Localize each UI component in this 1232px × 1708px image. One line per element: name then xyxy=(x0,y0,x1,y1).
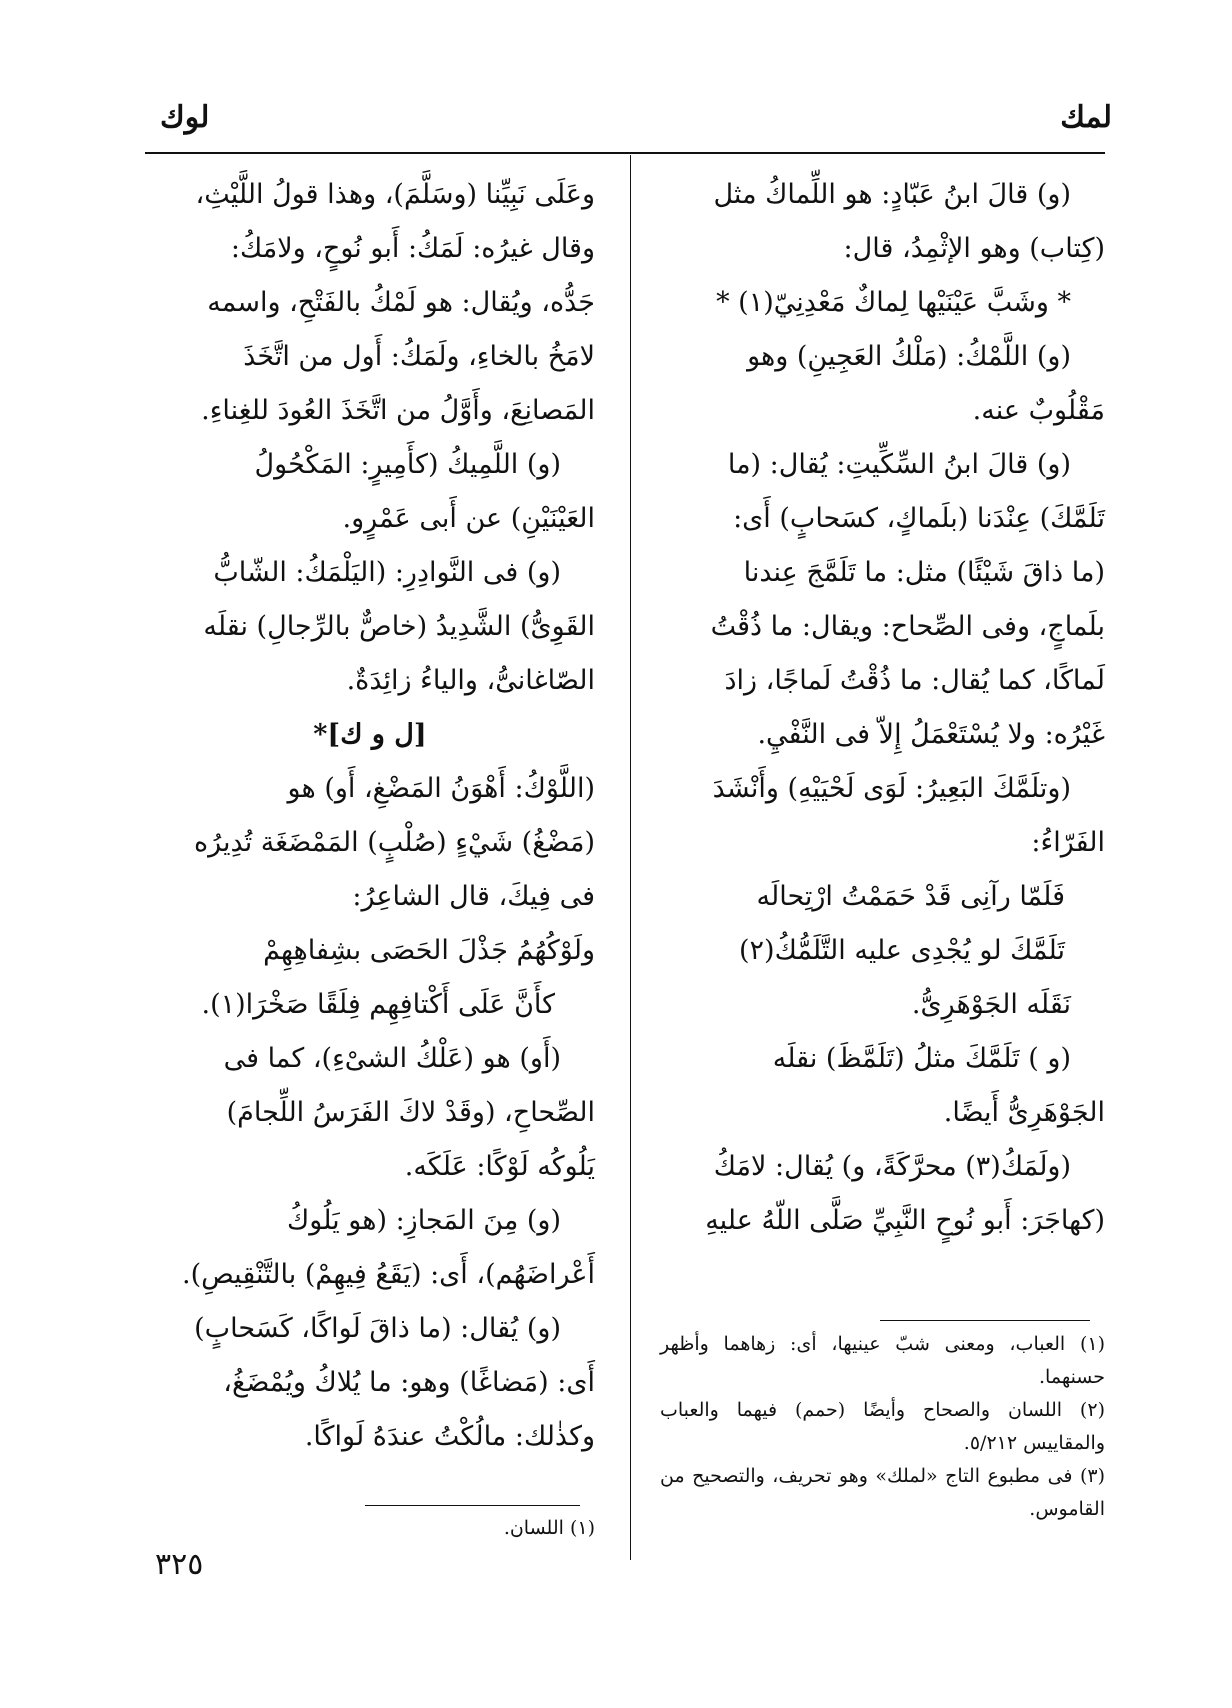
footnotes-left xyxy=(300,1512,595,1545)
text-line: بلَماجٍ، وفى الصِّحاح: ويقال: ما ذُقْتُ xyxy=(710,611,1105,642)
entry-heading: [ل و ك]* xyxy=(313,719,427,750)
text-line: الصّاغانىُّ، والياءُ زائِدَةٌ. xyxy=(346,665,595,696)
text-line: (و) فى النَّوادِرِ: (اليَلْمَكُ: الشّابُّ xyxy=(213,557,561,588)
footnote: (٣) فى مطبوع التاج «لملك» وهو تحريف، والتصحيح من القاموس. xyxy=(660,1465,1105,1520)
text-line: (و) يُقال: (ما ذاقَ لَواكًا، كَسَحابٍ) xyxy=(194,1313,561,1344)
text-line: (أَو) هو (عَلْكُ الشىْءِ)، كما فى xyxy=(223,1043,561,1074)
text-line: (و ) تَلَمَّكَ مثلُ (تَلَمَّظَ) نقلَه xyxy=(772,1043,1071,1074)
footnote-rule-right xyxy=(880,1320,1090,1321)
verse-line: ولَوْكُهُمُ جَذْلَ الحَصَى بشِفاهِهِمْ xyxy=(263,935,595,966)
text-line: القَوِىُّ) الشَّدِيدُ (خاصٌّ بالرِّجالِ) نقلَه xyxy=(203,611,595,642)
text-line: وقال غيرُه: لَمَكُ: أَبو نُوحٍ، ولامَكُ: xyxy=(230,233,595,264)
text-line: (كهاجَرَ: أَبو نُوحٍ النَّبِيِّ صَلَّى اللّهُ عليهِ xyxy=(705,1205,1105,1236)
footnotes-right xyxy=(660,1328,1105,1526)
text-line: لَماكًا، كما يُقال: ما ذُقْتُ لَماجًا، زادَ xyxy=(724,665,1105,696)
verse-line: فَلَمّا رآنِى قَدْ حَمَمْتُ ارْتِحالَه xyxy=(756,881,1065,912)
text-line: (و) مِنَ المَجازِ: (هو يَلُوكُ xyxy=(287,1205,561,1236)
footnote-rule-left xyxy=(365,1505,580,1506)
text-line: (ما ذاقَ شَيْئًا) مثل: ما تَلَمَّجَ عِندنا xyxy=(743,557,1105,588)
text-line: جَدُّه، ويُقال: هو لَمْكُ بالفَتْحِ، واسمه xyxy=(207,287,595,318)
text-line: يَلُوكُه لَوْكًا: عَلَكَه. xyxy=(404,1151,595,1182)
text-line: أَى: (مَضاغًا) وهو: ما يُلاكُ ويُمْضَغُ، xyxy=(223,1367,595,1398)
text-line: الصِّحاحِ، (وقَدْ لاكَ الفَرَسُ اللِّجامَ) xyxy=(226,1097,595,1128)
footnote: (٢) اللسان والصحاح وأيضًا (حمم) فيهما والعباب والمقاييس ٥/٢١٢. xyxy=(660,1399,1105,1454)
text-line: غَيْرُه: ولا يُسْتَعْمَلُ إِلاّ فى النَّفْيِ. xyxy=(757,719,1105,750)
text-line: (وتلَمَّكَ البَعِيرُ: لَوَى لَحْيَيْهِ) وأَنْشَدَ xyxy=(712,773,1071,804)
text-line: مَقْلُوبٌ عنه. xyxy=(972,395,1105,426)
verse-line: تَلَمَّكَ لو يُجْدِى عليه التَّلَمُّكُ(٢) xyxy=(738,935,1065,966)
text-line: (و) اللَّمْكُ: (مَلْكُ العَجِينِ) وهو xyxy=(747,341,1071,372)
text-line: المَصانِعَ، وأَوَّلُ من اتَّخَذَ العُودَ للغِناءِ. xyxy=(201,395,595,426)
text-line: (مَضْغُ) شَيْءٍ (صُلْبٍ) المَمْضَغَة تُدِيرُه xyxy=(193,827,595,858)
header-right-word: لمك xyxy=(1060,100,1112,135)
verse-line: كأَنَّ عَلَى أَكْتافِهِم فِلَقًا صَخْرَا(١). xyxy=(201,989,555,1020)
text-line: العَيْنَيْنِ) عن أَبى عَمْرٍو. xyxy=(342,503,595,534)
text-line: نَقَلَه الجَوْهَرِىُّ. xyxy=(911,989,1071,1020)
header-left-word: لوك xyxy=(160,100,210,135)
text-line: الفَرّاءُ: xyxy=(1031,827,1105,858)
page-number: ٣٢٥ xyxy=(155,1547,204,1582)
text-line: فى فِيكَ، قال الشاعِرُ: xyxy=(352,881,595,912)
text-line: (و) قالَ ابنُ عَبّادٍ: هو اللِّماكُ مثل xyxy=(713,179,1071,210)
text-line: أَعْراضَهُم)، أَى: (يَقَعُ فِيهِمْ) بالتَّنْقِيصِ). xyxy=(181,1259,595,1290)
text-line: (كِتاب) وهو الإثْمِدُ، قال: xyxy=(843,233,1105,264)
text-line: وعَلَى نَبِيِّنا (وسَلَّمَ)، وهذا قولُ اللَّيْثِ، xyxy=(195,179,595,210)
footnote: (١) العباب، ومعنى شبّ عينيها، أى: زهاهما وأظهر حسنهما. xyxy=(660,1333,1105,1388)
text-line: الجَوْهَرِىُّ أَيضًا. xyxy=(943,1097,1105,1128)
verse-line: * وشَبَّ عَيْنَيْها لِماكٌ مَعْدِنِيّ(١) * xyxy=(716,287,1071,318)
text-line: (و) قالَ ابنُ السِّكِّيتِ: يُقال: (ما xyxy=(727,449,1071,480)
text-line: وكذٰلك: مالُكْتُ عندَهُ لَواكًا. xyxy=(304,1421,595,1452)
text-line: (اللَّوْكُ: أَهْوَنُ المَضْغِ، أَو) هو xyxy=(287,773,595,804)
text-line: (ولَمَكُ(٣) محرَّكَةً، و) يُقال: لامَكُ xyxy=(713,1151,1071,1182)
text-line: تَلَمَّكَ) عِنْدَنا (بلَماكٍ، كسَحابٍ) أَى: xyxy=(733,503,1105,534)
header-rule xyxy=(145,152,1105,154)
right-column xyxy=(660,168,1105,1248)
left-column xyxy=(145,168,595,1464)
text-line: (و) اللَّمِيكُ (كأَمِيرٍ: المَكْحُولُ xyxy=(254,449,561,480)
text-line: لامَخُ بالخاءِ، ولَمَكُ: أَول من اتَّخَذَ xyxy=(243,341,595,372)
footnote: (١) اللسان. xyxy=(503,1517,595,1539)
column-divider xyxy=(630,155,631,1560)
